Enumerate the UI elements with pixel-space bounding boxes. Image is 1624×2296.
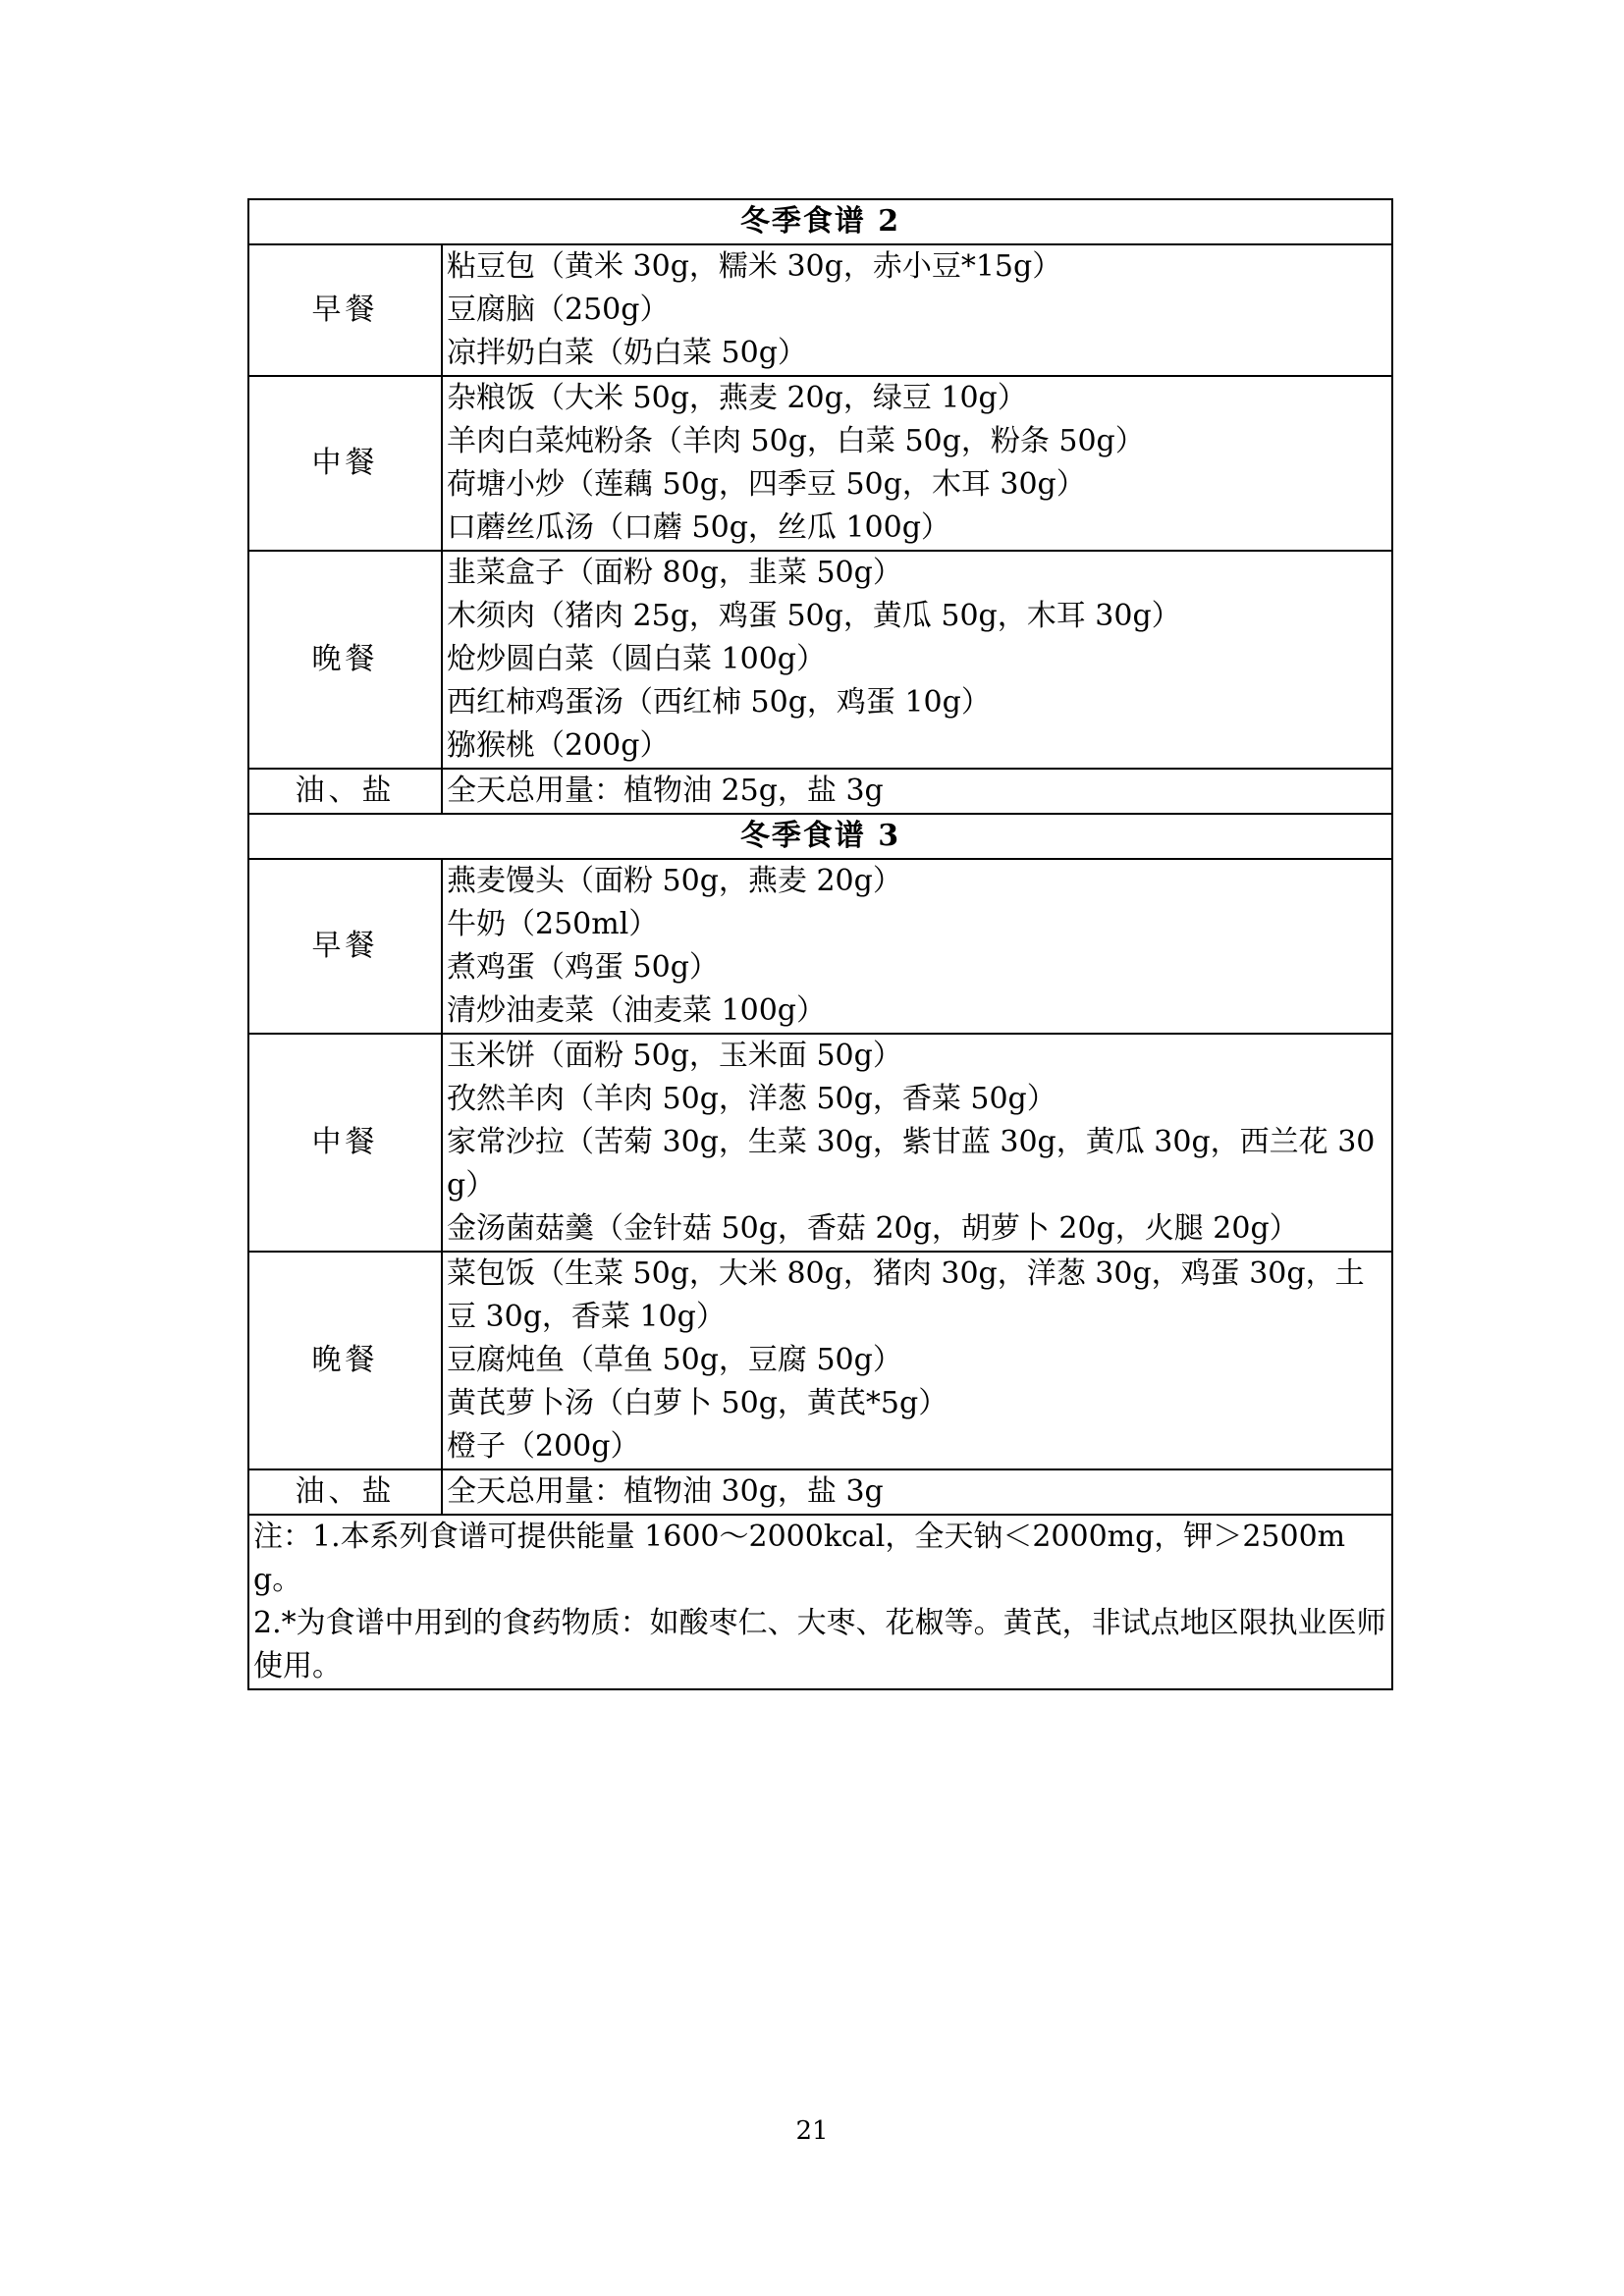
menu-item: 口蘑丝瓜汤（口蘑 50g，丝瓜 100g） [447,510,950,545]
meal-items [442,376,1392,551]
menu-item: 菜包饭（生菜 50g，大米 80g，猪肉 30g，洋葱 30g，鸡蛋 30g，土豆 30g，香菜 10g） [447,1256,1365,1334]
meal-items [442,859,1392,1034]
menu-item: 西红柿鸡蛋汤（西红柿 50g，鸡蛋 10g） [447,685,991,720]
menu-item: 清炒油麦菜（油麦菜 100g） [447,993,827,1028]
oil-salt-row [248,1469,1392,1515]
oil-salt-row [248,769,1392,814]
winter-menu-table [247,198,1393,1690]
menu-item: 羊肉白菜炖粉条（羊肉 50g，白菜 50g，粉条 50g） [447,424,1145,458]
meal-items [442,551,1392,769]
meal-name: 中餐 [248,376,442,551]
notes-row [248,1515,1392,1689]
oil-salt-label: 油、盐 [248,769,442,814]
meal-row-dinner [248,1252,1392,1469]
meal-items [442,1034,1392,1252]
menu-item: 黄芪萝卜汤（白萝卜 50g，黄芪*5g） [447,1386,948,1420]
menu-item: 荷塘小炒（莲藕 50g，四季豆 50g，木耳 30g） [447,467,1086,502]
menu-item: 家常沙拉（苦菊 30g，生菜 30g，紫甘蓝 30g，黄瓜 30g，西兰花 30g） [447,1125,1376,1202]
meal-name: 中餐 [248,1034,442,1252]
oil-salt-text: 全天总用量：植物油 25g，盐 3g [447,774,884,808]
menu-item: 豆腐脑（250g） [447,293,670,327]
menu-item: 木须肉（猪肉 25g，鸡蛋 50g，黄瓜 50g，木耳 30g） [447,599,1181,633]
menu-title-row [248,199,1392,244]
menu-item: 金汤菌菇羹（金针菇 50g，香菇 20g，胡萝卜 20g，火腿 20g） [447,1211,1299,1246]
meal-name: 晚餐 [248,1252,442,1469]
meal-name: 晚餐 [248,551,442,769]
meal-items [442,1252,1392,1469]
menu-item: 韭菜盒子（面粉 80g，韭菜 50g） [447,556,902,590]
oil-salt-value [442,769,1392,814]
meal-row-breakfast [248,244,1392,376]
note-line: 注：1.本系列食谱可提供能量 1600～2000kcal，全天钠＜2000mg，钾＞2500mg。 [253,1520,1346,1597]
page-number: 21 [795,2116,829,2146]
menu-title: 冬季食谱 3 [248,814,1392,859]
menu-item: 玉米饼（面粉 50g，玉米面 50g） [447,1039,902,1073]
menu-item: 炝炒圆白菜（圆白菜 100g） [447,642,827,676]
oil-salt-label: 油、盐 [248,1469,442,1515]
note-line: 2.*为食谱中用到的食药物质：如酸枣仁、大枣、花椒等。黄芪，非试点地区限执业医师使用。 [253,1606,1386,1683]
menu-title: 冬季食谱 2 [248,199,1392,244]
oil-salt-value [442,1469,1392,1515]
menu-item: 橙子（200g） [447,1429,640,1464]
meal-items [442,244,1392,376]
menu-item: 粘豆包（黄米 30g，糯米 30g，赤小豆*15g） [447,249,1062,284]
menu-item: 孜然羊肉（羊肉 50g，洋葱 50g，香菜 50g） [447,1082,1056,1116]
menu-item: 猕猴桃（200g） [447,728,670,763]
menu-item: 燕麦馒头（面粉 50g，燕麦 20g） [447,864,902,898]
oil-salt-text: 全天总用量：植物油 30g，盐 3g [447,1474,884,1509]
notes [248,1515,1392,1689]
menu-item: 豆腐炖鱼（草鱼 50g，豆腐 50g） [447,1343,902,1377]
meal-row-breakfast [248,859,1392,1034]
menu-item: 牛奶（250ml） [447,907,659,941]
meal-name: 早餐 [248,244,442,376]
menu-title-row [248,814,1392,859]
menu-item: 煮鸡蛋（鸡蛋 50g） [447,950,719,985]
meal-row-lunch [248,376,1392,551]
meal-row-lunch [248,1034,1392,1252]
menu-item: 凉拌奶白菜（奶白菜 50g） [447,336,807,370]
meal-row-dinner [248,551,1392,769]
meal-name: 早餐 [248,859,442,1034]
menu-item: 杂粮饭（大米 50g，燕麦 20g，绿豆 10g） [447,381,1027,415]
